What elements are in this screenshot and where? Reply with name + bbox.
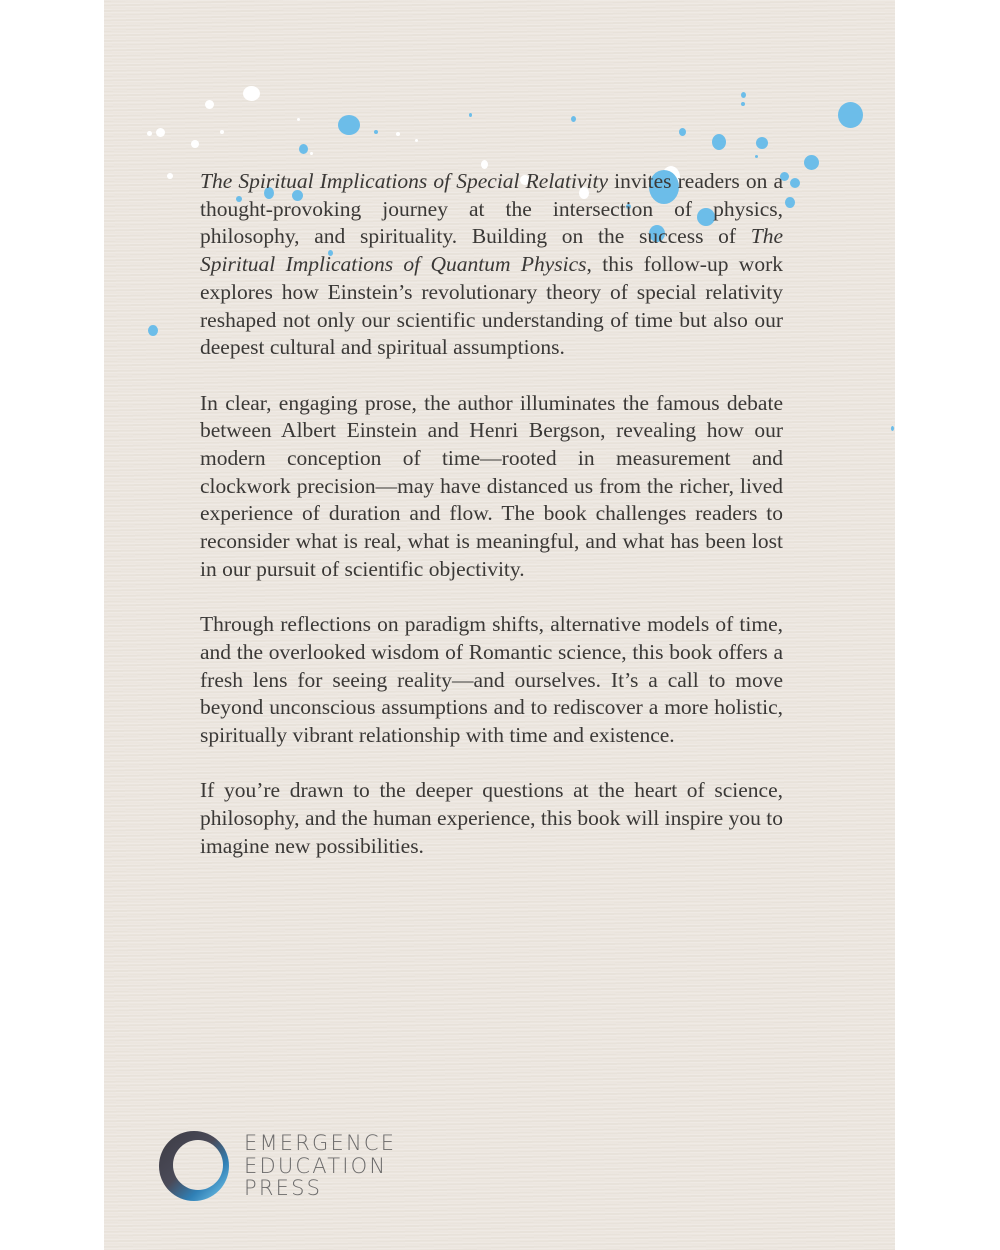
splatter-dot: [299, 144, 308, 154]
splatter-dot: [679, 128, 686, 136]
splatter-dot: [147, 131, 152, 136]
paragraph-text: Through reflections on paradigm shifts, alternative models of time, and the overlooked wisdom of Romantic science, this book offers a fresh lens for seeing reality—and ourselves. It’s a call to move beyond unconscious assumptions and to rediscover a more holistic, spiritually vibrant relationship with time and existence.: [200, 612, 783, 748]
paragraph-text: invites readers on a thought-provoking journey at the intersection of physics, philosophy, and spirituality. Building on the success of: [200, 169, 784, 249]
paragraph-text: If you’re drawn to the deeper questions at the heart of science, philosophy, and the human experience, this book will inspire you to imagine new possibilities.: [200, 778, 783, 858]
description-paragraph-4: [200, 777, 783, 860]
splatter-dot: [571, 116, 576, 122]
splatter-dot: [838, 102, 863, 128]
splatter-dot: [804, 155, 819, 170]
splatter-dot: [396, 132, 400, 136]
splatter-dot: [755, 155, 758, 158]
splatter-dot: [741, 102, 745, 106]
splatter-dot: [790, 178, 800, 188]
description-paragraph-1: [200, 168, 783, 362]
splatter-dot: [167, 173, 173, 179]
splatter-dot: [741, 92, 746, 98]
splatter-dot: [297, 118, 300, 121]
splatter-dot: [220, 130, 224, 134]
splatter-dot: [338, 115, 360, 135]
splatter-dot: [756, 137, 768, 149]
publisher-name-line: EDUCATION: [244, 1153, 388, 1178]
splatter-dot: [785, 197, 795, 208]
crescent-ring-icon: [158, 1130, 230, 1202]
publisher-name-line: PRESS: [244, 1176, 323, 1201]
book-title: The Spiritual Implications of Special Relativity: [200, 169, 609, 193]
description-paragraph-3: [200, 611, 783, 750]
description-paragraph-2: [200, 390, 783, 584]
publisher-logo: [158, 1130, 396, 1202]
book-back-cover: [104, 0, 895, 1250]
splatter-dot: [374, 130, 378, 134]
publisher-name: [244, 1132, 396, 1200]
previous-book-title: The Spiritual Implications of Quantum Physics: [200, 224, 783, 277]
paragraph-text: , this follow-up work explores how Einstein’s revolutionary theory of special relativity reshaped not only our scientific understanding of time but also our deepest cultural and spiritual assumptions.: [200, 252, 783, 360]
splatter-dot: [156, 128, 165, 137]
book-description: [200, 168, 783, 888]
publisher-name-line: EMERGENCE: [244, 1131, 397, 1156]
paragraph-text: In clear, engaging prose, the author illuminates the famous debate between Albert Einstein and Henri Bergson, revealing how our modern conception of time—rooted in measurement and clockwork precision—may have distanced us from the richer, lived experience of duration and flow. The book challenges readers to reconsider what is real, what is meaningful, and what has been lost in our pursuit of scientific objectivity.: [200, 390, 783, 581]
splatter-dot: [891, 426, 894, 431]
splatter-dot: [415, 139, 418, 142]
splatter-dot: [148, 325, 158, 336]
splatter-dot: [310, 152, 313, 155]
splatter-dot: [469, 113, 472, 117]
splatter-dot: [243, 86, 260, 101]
splatter-dot: [191, 140, 199, 148]
splatter-dot: [205, 100, 214, 109]
splatter-dot: [712, 134, 726, 150]
